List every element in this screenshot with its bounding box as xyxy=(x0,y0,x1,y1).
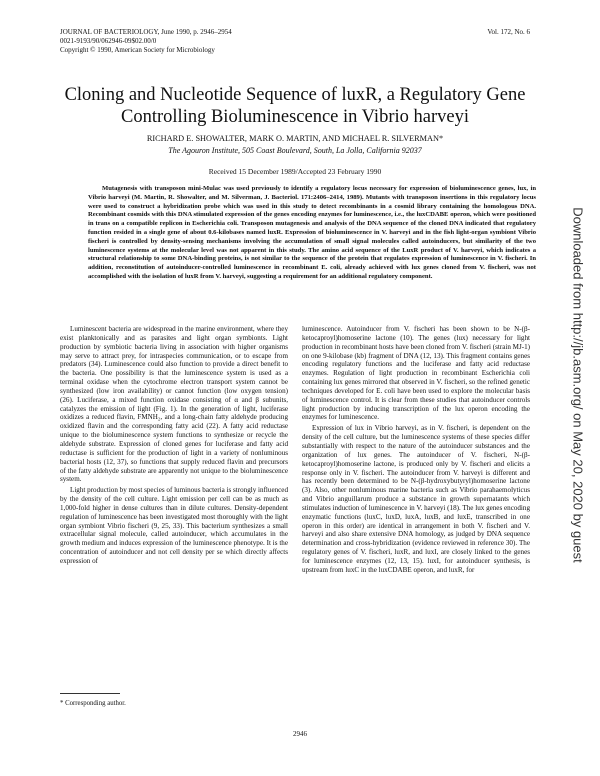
article-title: Cloning and Nucleotide Sequence of luxR, a Regulatory Gene Controlling Bioluminescence in Vibrio harveyi xyxy=(64,85,526,127)
download-watermark xyxy=(567,150,589,620)
paragraph: Expression of lux in Vibrio harveyi, as in V. fischeri, is dependent on the density of the cell culture, but the luminescence systems of these species differ substantially with respect to the nature of the autoinducer substances and the organization of lux genes. The autoinducer of V. fischeri, N-(β-ketocaproyl)homoserine lactone, is produced only by V. fischeri and elicits a response only in V. fischeri. The autoinducer from V. harveyi is different and has recently been determined to be N-(β-hydroxybutyryl)homoserine lactone (3). Also, other nonluminous marine bacteria such as Vibrio parahaemolyticus and Vibrio anguillarum produce a substance in growth supernatants which stimulates induction of luminescence in V. harveyi (18). The lux genes encoding enzymatic functions (luxC, luxD, luxA, luxB, and luxE, transcribed in one operon in this order) are identical in arrangement in both V. fischeri and V. harveyi and also share extensive DNA homology, as judged by DNA sequence determination and cross-hybridization (evidence reviewed in reference 30). The regulatory genes of V. fischeri, luxR, and luxI, are closely linked to the genes for luminescence enzymes (12, 13, 15). luxI, for autoinducer synthesis, is upstream from luxC in the luxCDABE operon, and luxR, for xyxy=(302,424,530,574)
code-line: 0021-9193/90/062946-09$02.00/0 xyxy=(60,37,157,45)
abstract: Mutagenesis with transposon mini-Mulac was used previously to identify a regulatory locus necessary for expression of bioluminescence genes, lux, in Vibrio harveyi (M. Martin, R. Showalter, and M. Silverman, J. Bacteriol. 171:2406–2414, 1989). Mutants with transposon insertions in this regulatory locus were used to construct a hybridization probe which was used in this study to detect recombinants in a cosmid library containing the homologous DNA. Recombinant cosmids with this DNA stimulated expression of the genes encoding enzymes for luminescence, i.e., the luxCDABE operon, which were positioned in trans on a compatible replicon in Escherichia coli. Transposon mutagenesis and analysis of the DNA sequence of the cloned DNA indicated that regulatory function resided in a single gene of about 0.6-kilobases named luxR. Expression of bioluminescence in V. harveyi and in the fish light-organ symbiont Vibrio fischeri is controlled by density-sensing mechanisms involving the accumulation of small signal molecules called autoinducers, but similarity of the two luminescence systems at the molecular level was not apparent in this study. The amino acid sequence of the LuxR product of V. harveyi, which indicates a structural relationship to some DNA-binding proteins, is not similar to the sequence of the protein that regulates expression of luminescence in V. fischeri. In addition, reconstitution of autoinducer-controlled luminescence in recombinant E. coli, already achieved with lux genes cloned from V. fischeri, was not accomplished with the isolation of luxR from V. harveyi, suggesting a requirement for an additional regulatory component. xyxy=(88,185,536,280)
paragraph: Light production by most species of luminous bacteria is strongly influenced by the density of the cell culture. Light emission per cell can be as much as 1,000-fold higher in dense cultures than in dilute cultures. Density-dependent regulation of luminescence has been investigated most thoroughly with the light organ symbiont Vibrio fischeri (9, 25, 33). This bacterium synthesizes a small extracellular signal molecule, called autoinducer, which accumulates in the growth medium and induces expression of the luminescence phenotype. It is the concentration of autoinducer and not cell density per se which directly affects expression of xyxy=(60,486,288,565)
volume-info: Vol. 172, No. 6 xyxy=(487,28,530,36)
received-dates: Received 15 December 1989/Accepted 23 February 1990 xyxy=(208,167,382,176)
page-number: 2946 xyxy=(293,730,307,738)
copyright-line: Copyright © 1990, American Society for Microbiology xyxy=(60,46,215,54)
paragraph: luminescence. Autoinducer from V. fischeri has been shown to be N-(β-ketocaproyl)homoserine lactone (10). The genes (lux) necessary for light production in recombinant hosts have been cloned from V. fischeri (strain MJ-1) on one 9-kilobase (kb) fragment of DNA (12, 13). This fragment contains genes encoding regulatory functions and the luciferase and fatty acid reductase enzymes. Regulation of light production in recombinant Escherichia coli containing lux genes mirrored that observed in V. fischeri, so the refined genetic techniques developed for E. coli have been used to explore the molecular basis of luminescence control. It is clear from these studies that autoinducer controls light production by inducing transcription of the lux operon encoding the enzymes for luminescence. xyxy=(302,325,530,422)
body-column-left xyxy=(60,325,288,568)
download-watermark-text: Downloaded from http://jb.asm.org/ on May 20, 2020 by guest xyxy=(570,207,586,563)
paragraph: Luminescent bacteria are widespread in the marine environment, where they exist planktonically and as parasites and light organ symbionts. Light production by symbiotic bacteria living in association with higher organisms may serve to attract prey, for intraspecies communication, or to escape from predators (34). Luminescence could also function to provide a direct benefit to the bacteria. One possibility is that the luminescence system is used as a terminal oxidase when the cytochrome electron transport system cannot be synthesized (low iron availability) or cannot function (low oxygen tension) (26). Luciferase, a mixed function oxidase consisting of α and β subunits, catalyzes the emission of light (Fig. 1). In the generation of light, luciferase oxidizes a reduced flavin, FMNH₂, and a long-chain fatty aldehyde producing oxidized flavin and the corresponding fatty acid (22). A fatty acid reductase unique to the bioluminescence system functions to synthesize or recycle the aldehyde substrate. Expression of cloned genes for luciferase and fatty acid reductase is sufficient for the production of light in a variety of nonluminous bacterial hosts (12, 37), so functions that supply reduced flavin and precursors of the fatty aldehyde substrate are apparently not unique to the bioluminescence system. xyxy=(60,325,288,484)
body-column-right xyxy=(302,325,530,577)
journal-line: JOURNAL OF BACTERIOLOGY, June 1990, p. 2946–2954 xyxy=(60,28,232,36)
footnote: * Corresponding author. xyxy=(60,700,126,707)
footnote-divider xyxy=(60,693,120,694)
affiliation: The Agouron Institute, 505 Coast Boulevard, South, La Jolla, California 92037 xyxy=(168,146,422,155)
running-head xyxy=(60,28,530,55)
author-list: RICHARD E. SHOWALTER, MARK O. MARTIN, AND MICHAEL R. SILVERMAN* xyxy=(146,134,444,143)
